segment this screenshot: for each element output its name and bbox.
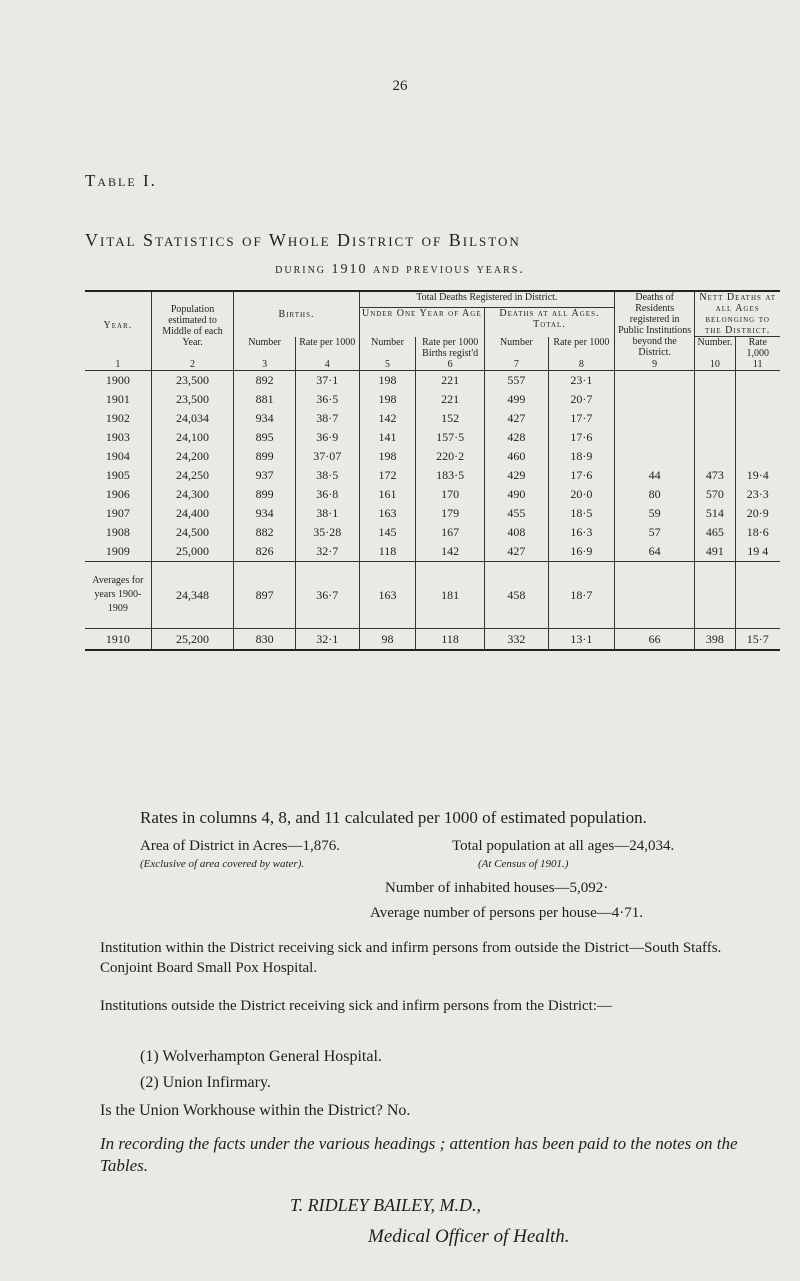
cell: 142 bbox=[416, 542, 485, 562]
cell: 455 bbox=[484, 504, 548, 523]
cell: 198 bbox=[359, 371, 416, 391]
cell: 514 bbox=[695, 504, 735, 523]
table-row bbox=[85, 523, 780, 542]
cell: 23,500 bbox=[151, 390, 234, 409]
cell: 38·7 bbox=[295, 409, 359, 428]
cell: 427 bbox=[484, 409, 548, 428]
col-number: 5 bbox=[359, 359, 416, 371]
year-1910-row bbox=[85, 629, 780, 651]
cell: 37·1 bbox=[295, 371, 359, 391]
cell: 16·9 bbox=[548, 542, 614, 562]
cell: 145 bbox=[359, 523, 416, 542]
col-number: 9 bbox=[614, 359, 694, 371]
cell bbox=[614, 409, 694, 428]
cell: 17·6 bbox=[548, 466, 614, 485]
cell bbox=[695, 409, 735, 428]
cell: 897 bbox=[234, 562, 295, 629]
cell: 35·28 bbox=[295, 523, 359, 542]
header-population: Population estimated to Middle of each Year. bbox=[151, 291, 234, 359]
cell: 19 4 bbox=[735, 542, 780, 562]
cell: 332 bbox=[484, 629, 548, 651]
cell bbox=[614, 428, 694, 447]
cell: 66 bbox=[614, 629, 694, 651]
cell: 1909 bbox=[105, 544, 130, 558]
cell: 25,000 bbox=[151, 542, 234, 562]
cell: 1906 bbox=[105, 487, 130, 501]
cell: 36·9 bbox=[295, 428, 359, 447]
cell: 37·07 bbox=[295, 447, 359, 466]
cell: 881 bbox=[234, 390, 295, 409]
cell: 80 bbox=[614, 485, 694, 504]
header-births: Births. bbox=[234, 291, 359, 337]
cell: 172 bbox=[359, 466, 416, 485]
cell: 15·7 bbox=[735, 629, 780, 651]
header-nett-rate: Rate 1,000 bbox=[735, 337, 780, 360]
cell: 24,200 bbox=[151, 447, 234, 466]
note-institution-within: Institution within the District receiving sick and infirm persons from outside the District—South Staffs. Conjoint Board Small Pox Hospital. bbox=[100, 940, 722, 976]
cell bbox=[614, 447, 694, 466]
cell: 142 bbox=[359, 409, 416, 428]
header-births-rate: Rate per 1000 bbox=[295, 337, 359, 360]
header-deaths-all-ages: Deaths at all Ages. Total. bbox=[484, 307, 614, 336]
cell: 465 bbox=[695, 523, 735, 542]
cell: 473 bbox=[695, 466, 735, 485]
cell: 1910 bbox=[85, 629, 151, 651]
cell: 934 bbox=[234, 504, 295, 523]
header-births-number: Number bbox=[234, 337, 295, 360]
cell: 19·4 bbox=[735, 466, 780, 485]
table-row bbox=[85, 447, 780, 466]
cell: 118 bbox=[359, 542, 416, 562]
cell: 118 bbox=[416, 629, 485, 651]
table-row bbox=[85, 371, 780, 391]
cell bbox=[735, 447, 780, 466]
cell: 141 bbox=[359, 428, 416, 447]
cell: 64 bbox=[614, 542, 694, 562]
col-number: 8 bbox=[548, 359, 614, 371]
cell: 13·1 bbox=[548, 629, 614, 651]
cell: 198 bbox=[359, 390, 416, 409]
note-italic: In recording the facts under the various headings ; attention has been paid to the notes on the Tables. bbox=[100, 1134, 738, 1175]
cell: 220·2 bbox=[416, 447, 485, 466]
cell: 18·7 bbox=[548, 562, 614, 629]
cell: 163 bbox=[359, 504, 416, 523]
header-under-rate: Rate per 1000 Births regist'd bbox=[416, 337, 485, 360]
signature-title: Medical Officer of Health. bbox=[368, 1226, 570, 1247]
table-label: Table I. bbox=[85, 171, 157, 190]
averages-label: Averages for years 1900-1909 bbox=[85, 562, 151, 629]
cell: 23·3 bbox=[735, 485, 780, 504]
cell: 20·0 bbox=[548, 485, 614, 504]
cell bbox=[695, 562, 735, 629]
cell: 38·5 bbox=[295, 466, 359, 485]
table-title: Vital Statistics of Whole District of Bilston bbox=[85, 230, 521, 250]
cell: 161 bbox=[359, 485, 416, 504]
cell: 24,300 bbox=[151, 485, 234, 504]
cell bbox=[695, 390, 735, 409]
cell: 428 bbox=[484, 428, 548, 447]
cell: 491 bbox=[695, 542, 735, 562]
col-number: 6 bbox=[416, 359, 485, 371]
table-row bbox=[85, 390, 780, 409]
table-row bbox=[85, 542, 780, 562]
cell bbox=[735, 409, 780, 428]
cell: 36·8 bbox=[295, 485, 359, 504]
cell: 152 bbox=[416, 409, 485, 428]
col-number: 11 bbox=[735, 359, 780, 371]
cell: 899 bbox=[234, 485, 295, 504]
col-number: 7 bbox=[484, 359, 548, 371]
cell: 221 bbox=[416, 371, 485, 391]
cell: 490 bbox=[484, 485, 548, 504]
header-deaths-rate: Rate per 1000 bbox=[548, 337, 614, 360]
cell: 1902 bbox=[105, 411, 130, 425]
cell: 499 bbox=[484, 390, 548, 409]
institution-item: (1) Wolverhampton General Hospital. bbox=[140, 1048, 382, 1065]
cell: 830 bbox=[234, 629, 295, 651]
institution-item: (2) Union Infirmary. bbox=[140, 1074, 271, 1091]
cell: 38·1 bbox=[295, 504, 359, 523]
cell: 23·1 bbox=[548, 371, 614, 391]
header-residents-deaths: Deaths of Residents registered in Public Institutions beyond the District. bbox=[614, 291, 694, 359]
header-under-number: Number bbox=[359, 337, 416, 360]
cell: 1907 bbox=[105, 506, 130, 520]
col-number: 10 bbox=[695, 359, 735, 371]
cell bbox=[614, 371, 694, 391]
note-workhouse: Is the Union Workhouse within the District? No. bbox=[100, 1102, 411, 1119]
cell: 570 bbox=[695, 485, 735, 504]
header-nett-deaths: Nett Deaths at all Ages belonging to the District. bbox=[695, 291, 780, 337]
col-number: 2 bbox=[151, 359, 234, 371]
note-institutions-outside: Institutions outside the District receiving sick and infirm persons from the District:— bbox=[100, 998, 612, 1014]
cell: 36·5 bbox=[295, 390, 359, 409]
cell: 895 bbox=[234, 428, 295, 447]
cell bbox=[695, 371, 735, 391]
note-rates: Rates in columns 4, 8, and 11 calculated per 1000 of estimated population. bbox=[140, 808, 647, 827]
cell: 163 bbox=[359, 562, 416, 629]
cell: 25,200 bbox=[151, 629, 234, 651]
cell: 16·3 bbox=[548, 523, 614, 542]
header-year: Year. bbox=[85, 291, 151, 359]
cell: 36·7 bbox=[295, 562, 359, 629]
cell: 24,250 bbox=[151, 466, 234, 485]
averages-row bbox=[85, 562, 780, 629]
cell: 557 bbox=[484, 371, 548, 391]
cell: 59 bbox=[614, 504, 694, 523]
cell: 157·5 bbox=[416, 428, 485, 447]
cell bbox=[614, 390, 694, 409]
cell: 44 bbox=[614, 466, 694, 485]
note-avg-persons: Average number of persons per house—4·71. bbox=[370, 905, 643, 921]
cell: 18·5 bbox=[548, 504, 614, 523]
table-row bbox=[85, 409, 780, 428]
header-nett-number: Number. bbox=[695, 337, 735, 360]
header-total-deaths: Total Deaths Registered in District. bbox=[359, 291, 614, 307]
cell: 32·7 bbox=[295, 542, 359, 562]
cell: 1905 bbox=[105, 468, 130, 482]
cell: 460 bbox=[484, 447, 548, 466]
col-number: 4 bbox=[295, 359, 359, 371]
signature-name: T. RIDLEY BAILEY, M.D., bbox=[290, 1195, 482, 1215]
cell: 24,100 bbox=[151, 428, 234, 447]
header-under-one-year: Under One Year of Age bbox=[359, 307, 484, 336]
cell: 167 bbox=[416, 523, 485, 542]
cell: 221 bbox=[416, 390, 485, 409]
note-population: Total population at all ages—24,034. bbox=[452, 838, 675, 854]
page-number: 26 bbox=[392, 78, 408, 94]
cell: 20·9 bbox=[735, 504, 780, 523]
cell bbox=[695, 447, 735, 466]
table-row bbox=[85, 428, 780, 447]
cell: 17·7 bbox=[548, 409, 614, 428]
cell: 183·5 bbox=[416, 466, 485, 485]
cell: 458 bbox=[484, 562, 548, 629]
cell: 1903 bbox=[105, 430, 130, 444]
note-census: (At Census of 1901.) bbox=[478, 858, 569, 870]
note-area-exclusive: (Exclusive of area covered by water). bbox=[140, 858, 305, 870]
col-number: 3 bbox=[234, 359, 295, 371]
cell: 179 bbox=[416, 504, 485, 523]
note-area: Area of District in Acres—1,876. bbox=[140, 838, 340, 854]
cell: 170 bbox=[416, 485, 485, 504]
table-row bbox=[85, 485, 780, 504]
cell: 429 bbox=[484, 466, 548, 485]
cell: 1904 bbox=[105, 449, 130, 463]
cell: 23,500 bbox=[151, 371, 234, 391]
note-houses: Number of inhabited houses—5,092· bbox=[385, 880, 609, 896]
cell: 24,034 bbox=[151, 409, 234, 428]
cell: 18·9 bbox=[548, 447, 614, 466]
cell: 398 bbox=[695, 629, 735, 651]
cell: 24,348 bbox=[151, 562, 234, 629]
cell: 937 bbox=[234, 466, 295, 485]
cell: 32·1 bbox=[295, 629, 359, 651]
cell: 181 bbox=[416, 562, 485, 629]
table-row bbox=[85, 466, 780, 485]
cell: 892 bbox=[234, 371, 295, 391]
table-subtitle: during 1910 and previous years. bbox=[275, 262, 525, 277]
cell bbox=[735, 390, 780, 409]
cell: 899 bbox=[234, 447, 295, 466]
cell bbox=[735, 562, 780, 629]
cell bbox=[735, 428, 780, 447]
cell bbox=[735, 371, 780, 391]
cell: 18·6 bbox=[735, 523, 780, 542]
vital-statistics-table bbox=[85, 290, 780, 651]
cell: 1900 bbox=[105, 373, 130, 387]
cell: 408 bbox=[484, 523, 548, 542]
cell: 198 bbox=[359, 447, 416, 466]
cell: 882 bbox=[234, 523, 295, 542]
header-deaths-number: Number bbox=[484, 337, 548, 360]
cell: 427 bbox=[484, 542, 548, 562]
cell: 17·6 bbox=[548, 428, 614, 447]
cell bbox=[614, 562, 694, 629]
cell: 934 bbox=[234, 409, 295, 428]
cell: 57 bbox=[614, 523, 694, 542]
cell: 24,500 bbox=[151, 523, 234, 542]
cell: 24,400 bbox=[151, 504, 234, 523]
cell bbox=[695, 428, 735, 447]
cell: 1901 bbox=[105, 392, 130, 406]
cell: 1908 bbox=[105, 525, 130, 539]
cell: 20·7 bbox=[548, 390, 614, 409]
table-row bbox=[85, 504, 780, 523]
cell: 826 bbox=[234, 542, 295, 562]
col-number: 1 bbox=[85, 359, 151, 371]
cell: 98 bbox=[359, 629, 416, 651]
